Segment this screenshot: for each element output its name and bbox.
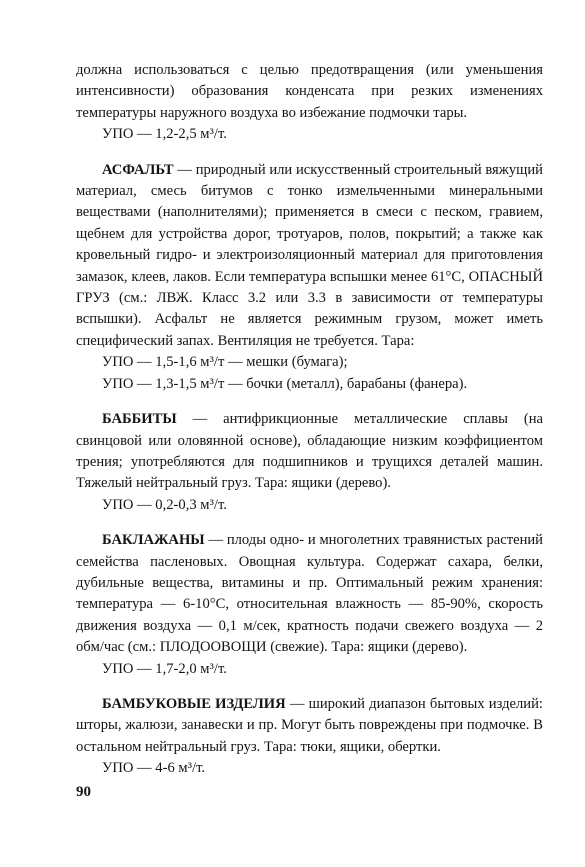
entry-term: БАББИТЫ [102,411,177,428]
intro-paragraph: должна использоваться с целью предотвращения (или уменьшения интенсивности) образования конденсата при резких изменениях температуры наружного воздуха во избежание подмочки тары. [76,62,543,121]
entry-upo: УПО — 0,2-0,3 м³/т. [102,496,227,513]
entry-paragraph [76,160,543,353]
entry-text: — природный или искусственный строительный вяжущий материал, смесь битумов с тонко измельченными минеральными веществами (наполнителями); применяется в смеси с песком, гравием, щебнем для устройства дорог, тротуаров, полов, покрытий; а также как кровельный гидро- и электроизоляционный материал для приготовления замазок, клеев, лаков. Если температура вспышки менее 61°С, ОПАСНЫЙ ГРУЗ (см.: ЛВЖ. Класс 3.2 или 3.3 в зависимости от температуры вспышки). Асфальт не является режимным грузом, может иметь специфический запах. Вентиляция не требуется. Тара: [76,161,543,349]
entry-upo: УПО — 4-6 м³/т. [102,760,205,777]
entry-term: БАМБУКОВЫЕ ИЗДЕЛИЯ [102,695,286,712]
entry-paragraph [76,530,543,658]
entry-upo: УПО — 1,5-1,6 м³/т — мешки (бумага); [102,354,348,371]
entry-bambukovye-izdeliya [76,694,543,780]
entry-text: — плоды одно- и многолетних травянистых растений семейства пасленовых. Овощная культура. Содержат сахара, белки, дубильные вещества, витамины и пр. Оптимальный режим хранения: температура — 6-10°С, относительная влажность — 85-90%, скорость движения воздуха — 0,1 м/сек, кратность подачи свежего воздуха — 2 обм/час (см.: ПЛОДООВОЩИ (свежие). Тара: ящики (дерево). [76,532,543,656]
entry-text: — широкий диапазон бытовых изделий: шторы, жалюзи, занавески и пр. Могут быть повреждены при подмочке. В остальном нейтральный груз. Тара: тюки, ящики, обертки. [76,695,543,755]
entry-paragraph [76,409,543,495]
entry-term: АСФАЛЬТ [102,161,174,178]
intro-upo: УПО — 1,2-2,5 м³/т. [102,126,227,143]
page-body [76,60,543,780]
entry-term: БАКЛАЖАНЫ [102,532,205,549]
page-number: 90 [76,784,91,800]
entry-babbity [76,409,543,516]
entry-paragraph [76,694,543,758]
entry-asphalt [76,160,543,395]
entry-baklazhany [76,530,543,680]
entry-upo: УПО — 1,3-1,5 м³/т — бочки (металл), барабаны (фанера). [102,375,468,392]
entry-text: — антифрикционные металлические сплавы (на свинцовой или оловянной основе), обладающие низким коэффициентом трения; употребляются для подшипников и трущихся деталей машин. Тяжелый нейтральный груз. Тара: ящики (дерево). [76,411,543,492]
entry-upo: УПО — 1,7-2,0 м³/т. [102,660,227,677]
